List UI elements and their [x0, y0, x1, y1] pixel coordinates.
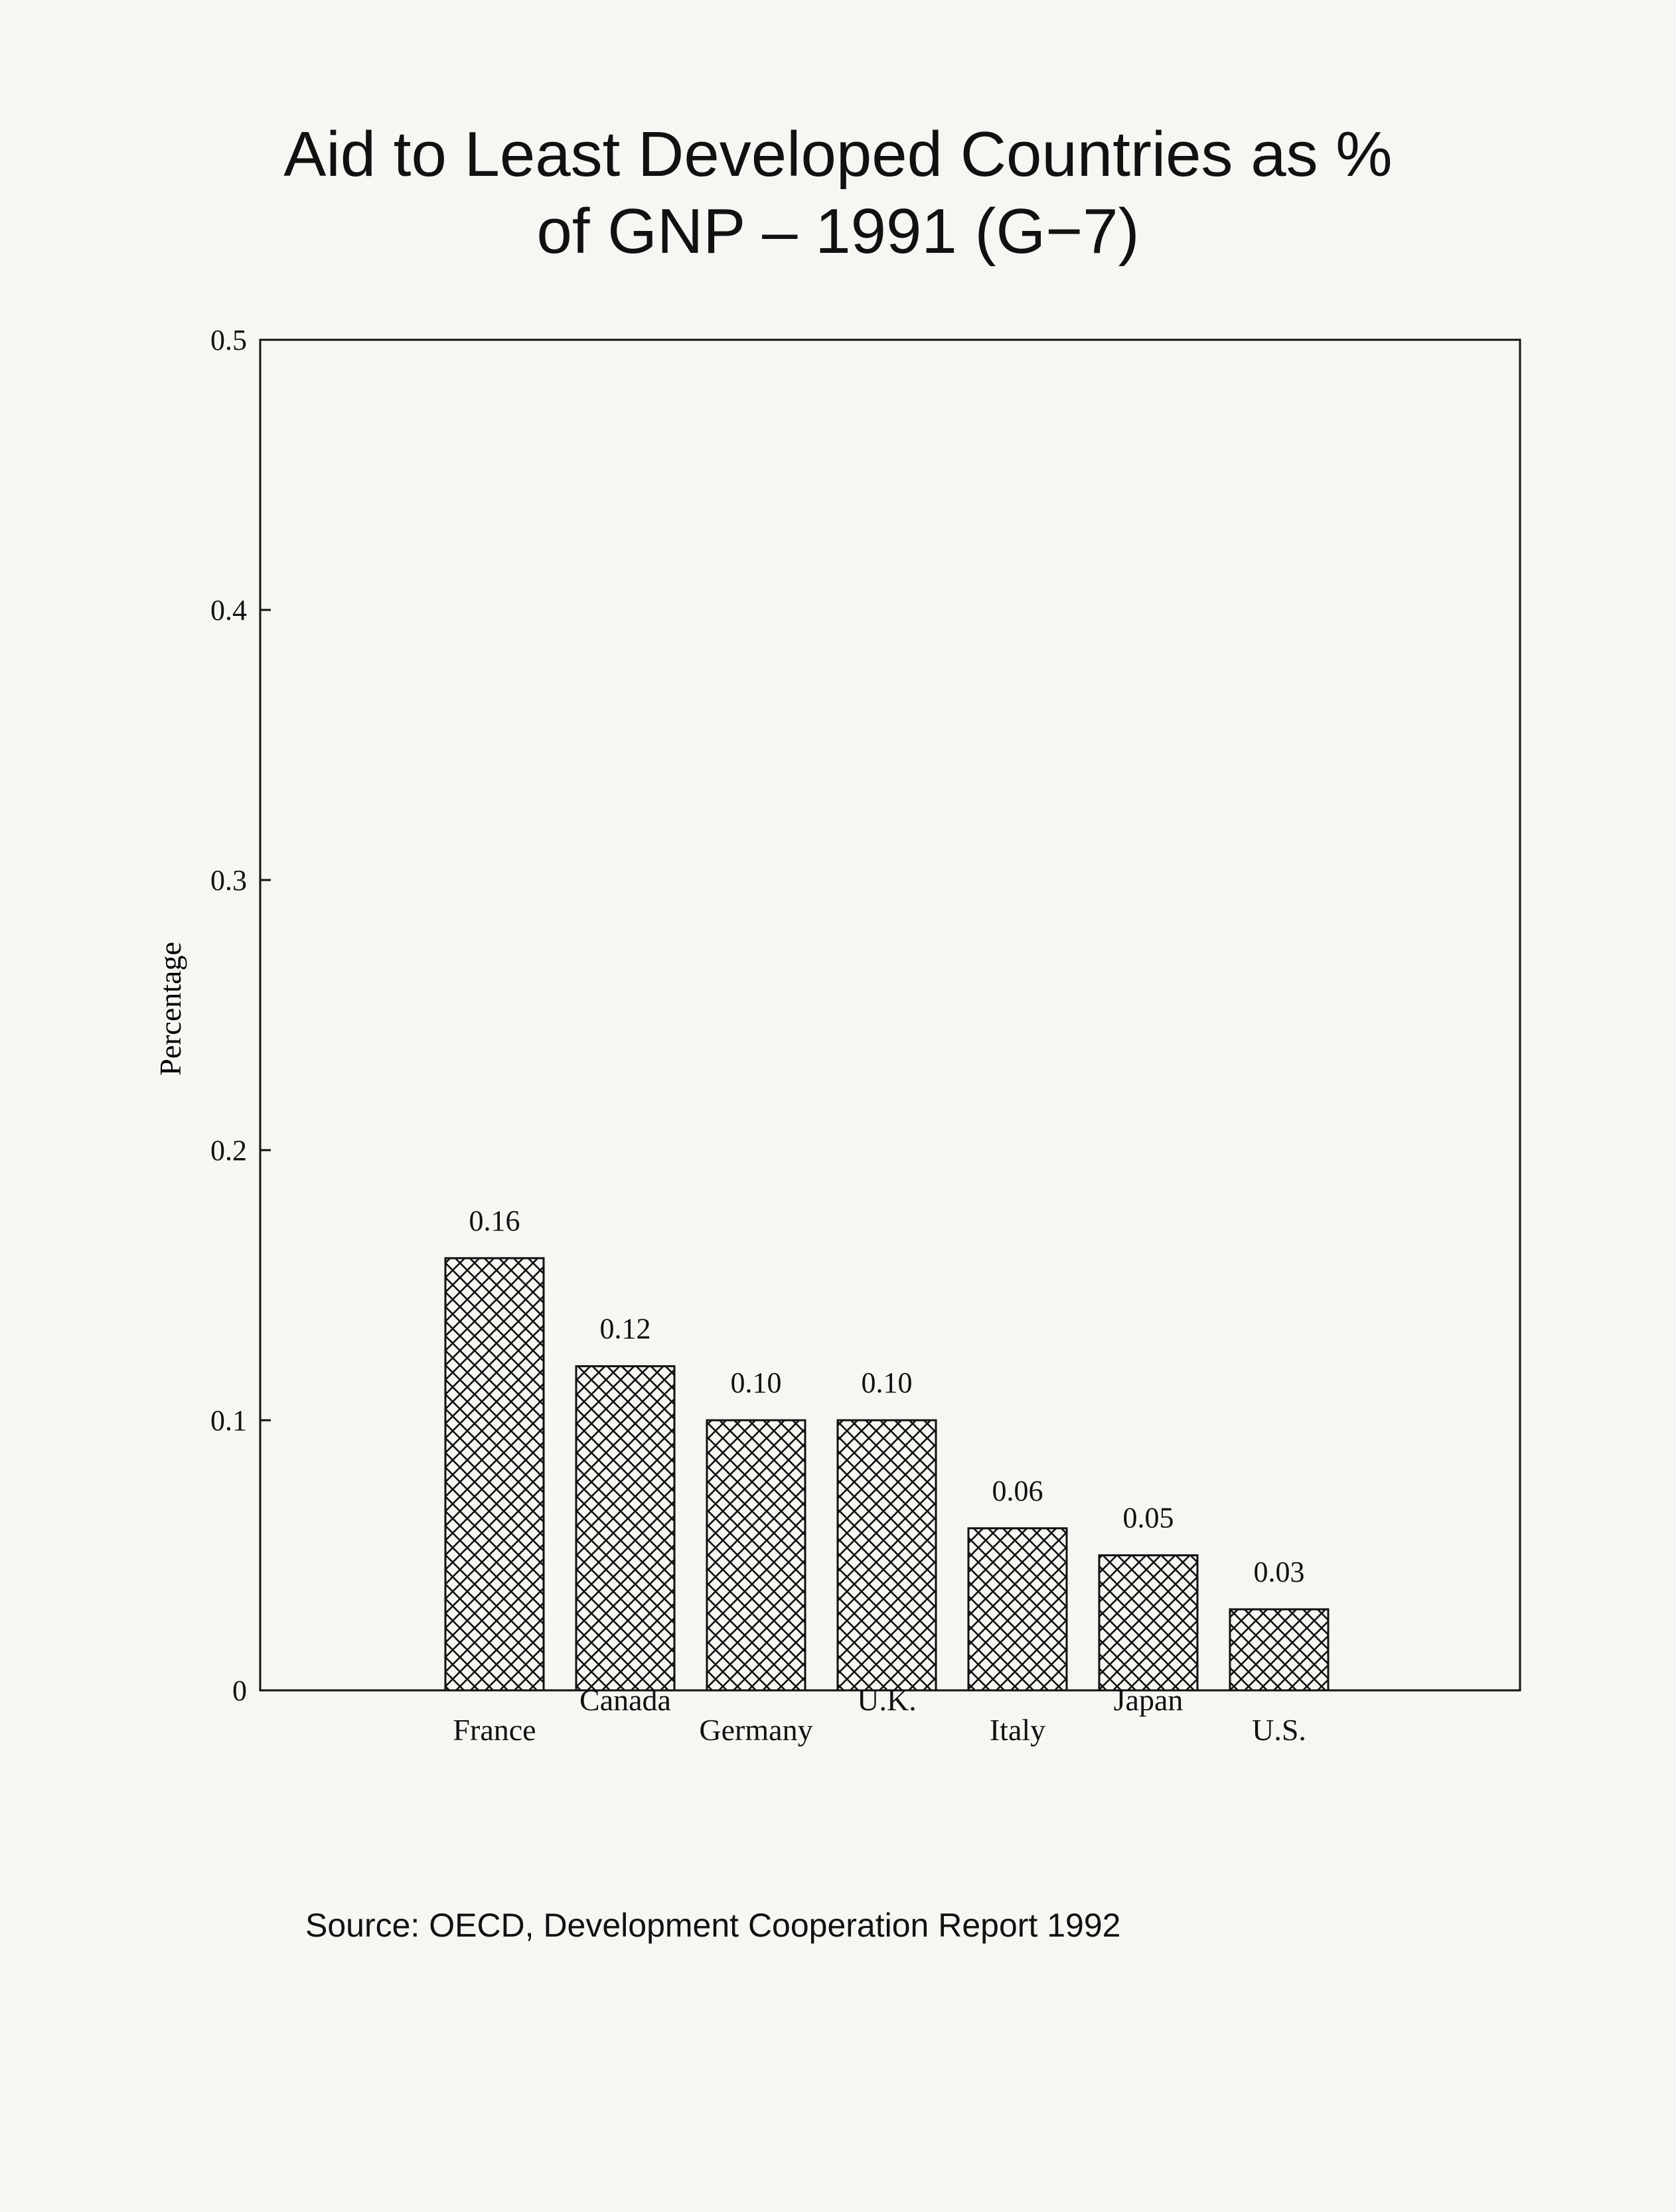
category-label: U.K.: [857, 1683, 917, 1717]
source-note: Source: OECD, Development Cooperation Report 1992: [305, 1907, 1121, 1944]
value-label: 0.16: [469, 1204, 520, 1237]
value-label: 0.03: [1253, 1555, 1305, 1588]
bar-us: [1230, 1609, 1328, 1690]
y-axis-label: Percentage: [153, 942, 187, 1076]
bar-france: [445, 1258, 544, 1690]
y-tick-label: 0.4: [210, 594, 247, 627]
value-label: 0.05: [1122, 1501, 1174, 1534]
chart-title-line-2: of GNP – 1991 (G−7): [536, 196, 1140, 267]
value-label: 0.06: [992, 1474, 1043, 1507]
bar-uk: [838, 1420, 936, 1690]
chart-title-line-1: Aid to Least Developed Countries as %: [283, 119, 1393, 190]
category-label: Germany: [699, 1713, 813, 1747]
y-tick-label: 0.2: [210, 1134, 247, 1167]
value-label: 0.10: [861, 1366, 913, 1399]
y-tick-label: 0.3: [210, 864, 247, 897]
bar-canada: [576, 1366, 674, 1690]
bar-germany: [707, 1420, 805, 1690]
bars: [445, 1205, 1328, 1747]
value-label: 0.10: [730, 1366, 782, 1399]
y-tick-label: 0: [232, 1674, 247, 1707]
category-label: U.S.: [1252, 1713, 1306, 1747]
bar-italy: [968, 1528, 1067, 1690]
y-tick-label: 0.1: [210, 1404, 247, 1437]
bar-japan: [1099, 1556, 1197, 1691]
y-axis: [210, 324, 271, 1707]
category-label: Japan: [1113, 1683, 1183, 1717]
y-tick-label: 0.5: [210, 324, 247, 356]
category-label: Italy: [989, 1713, 1046, 1747]
category-label: Canada: [579, 1683, 671, 1717]
category-label: France: [453, 1713, 536, 1747]
value-label: 0.12: [599, 1312, 651, 1345]
